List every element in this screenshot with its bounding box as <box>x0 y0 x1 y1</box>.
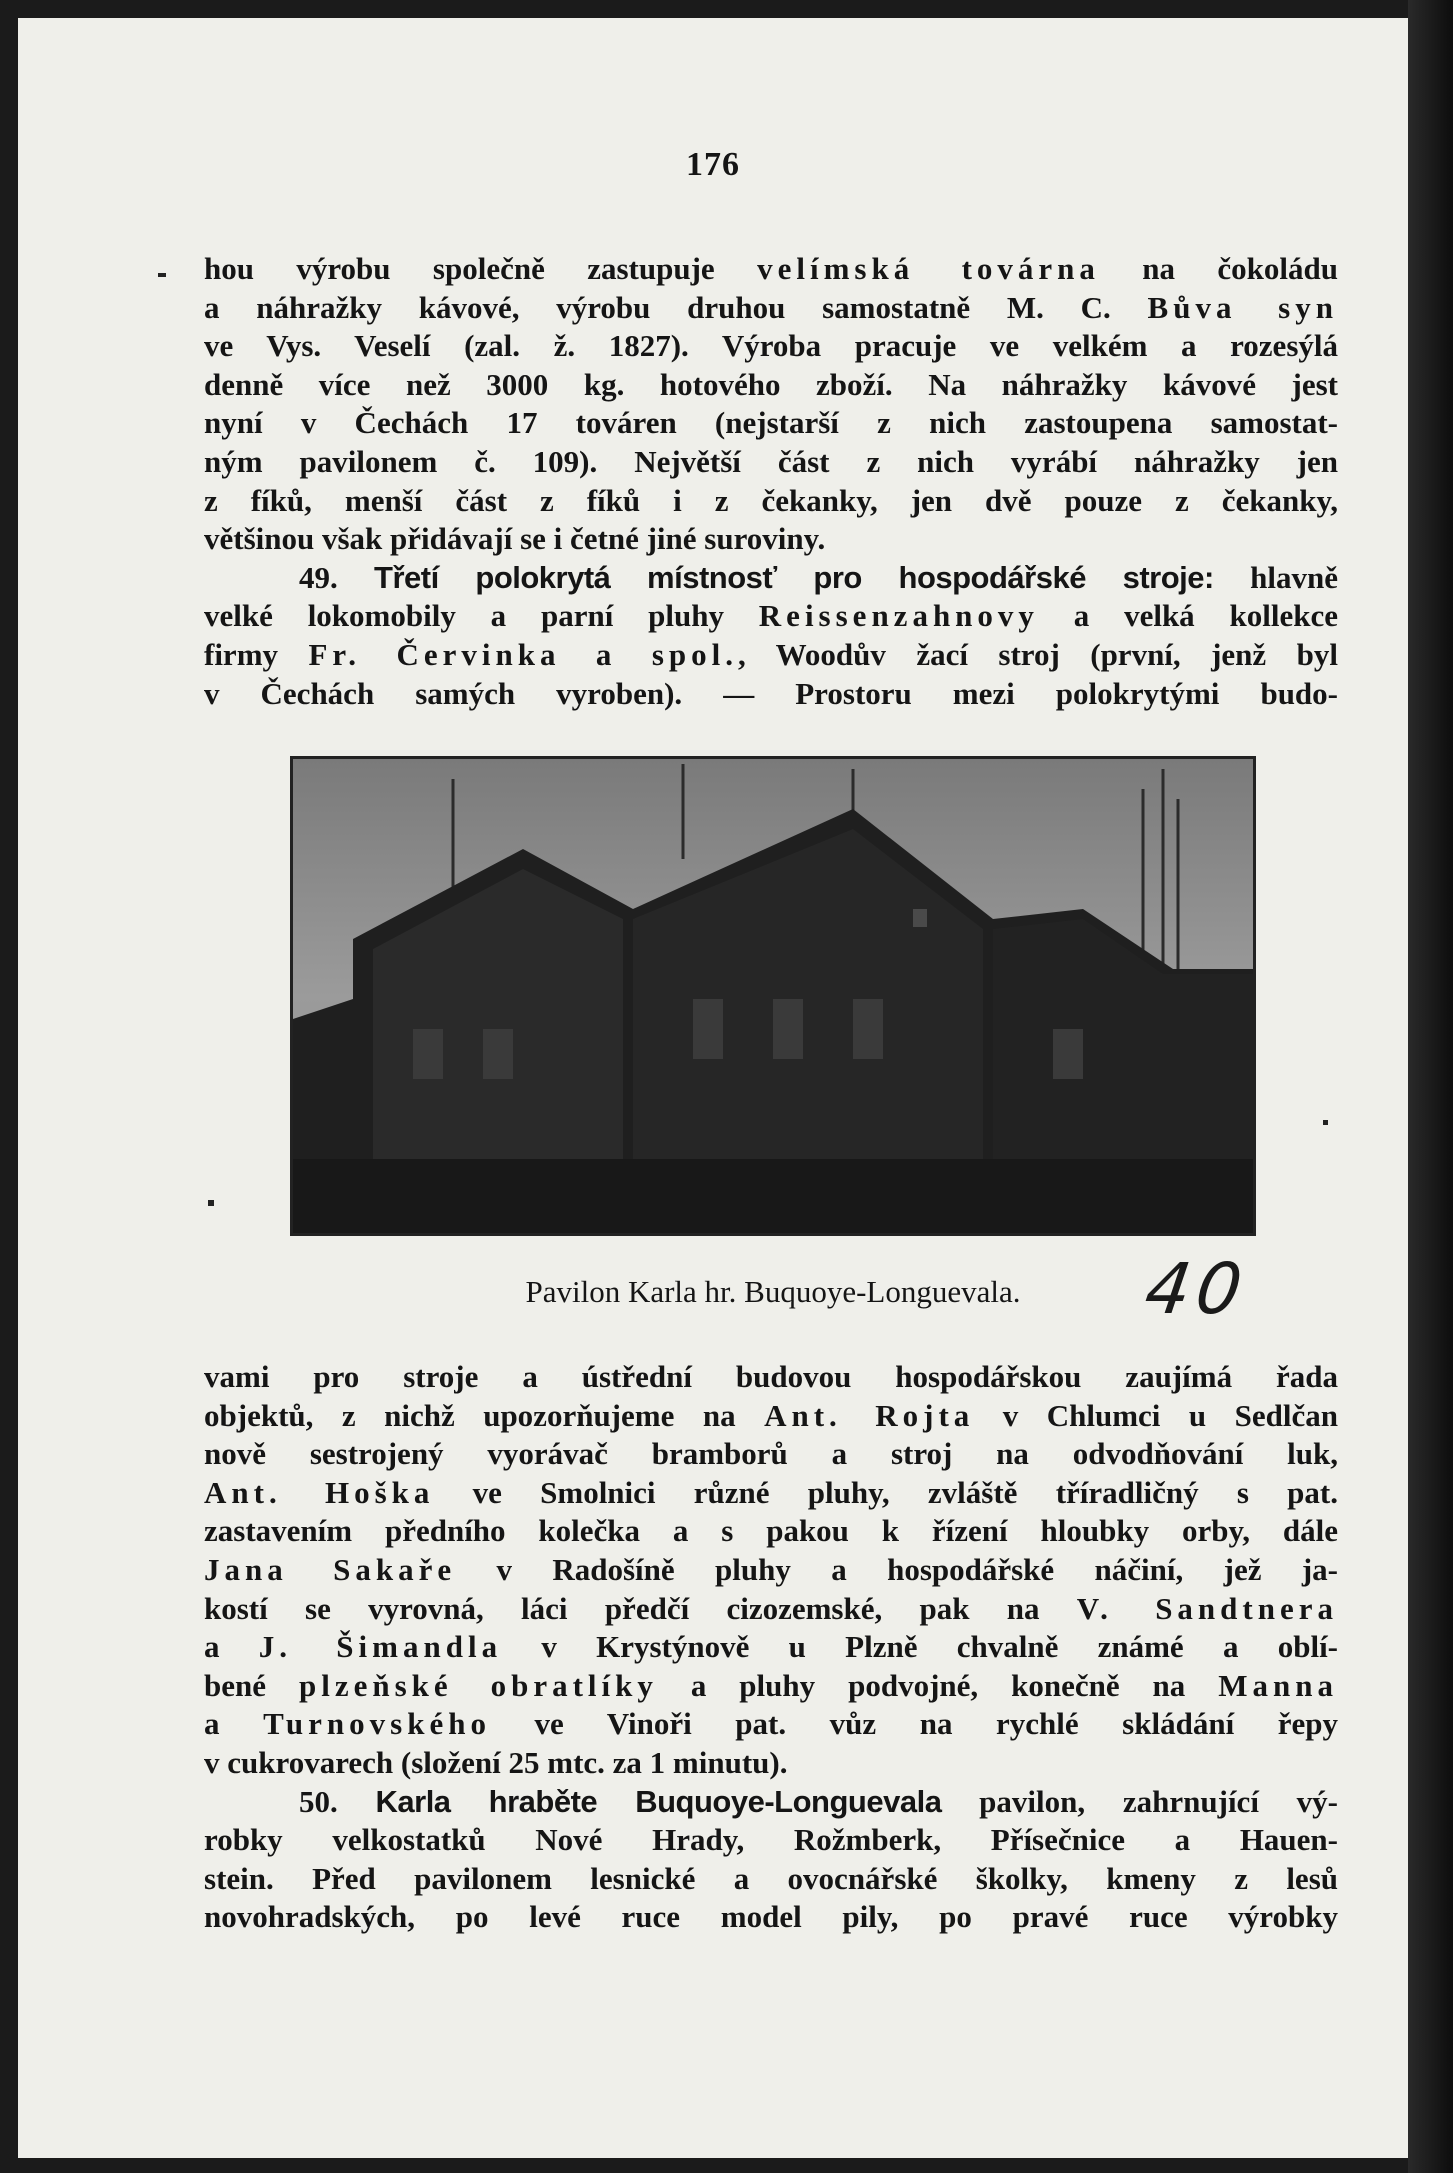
text-line <box>204 1397 1338 1436</box>
text-run: ve Smolnici různé pluhy, zvláště tříradličný s pat. <box>434 1474 1338 1510</box>
text-line <box>204 327 1338 366</box>
paragraph-block-top <box>204 250 1338 713</box>
text-run: hlavně <box>1213 559 1339 595</box>
section-heading: Karla hraběte Buquoye-Longuevala <box>375 1783 942 1819</box>
spaced-name: Manna <box>1218 1667 1339 1703</box>
text-line <box>204 250 1338 289</box>
print-speck <box>1323 1120 1328 1125</box>
text-run: v Chlumci u Sedlčan <box>974 1397 1338 1433</box>
spaced-name: Jana Sakaře <box>204 1551 457 1587</box>
text-line <box>204 1628 1338 1667</box>
text-run: většinou však přidávají se i četné jiné suroviny. <box>204 521 826 557</box>
print-speck <box>158 273 166 277</box>
text-line <box>204 675 1338 714</box>
text-line <box>204 443 1338 482</box>
text-run: a <box>204 1706 264 1742</box>
handwritten-annotation: 40 <box>1140 1248 1253 1330</box>
text-line <box>204 404 1338 443</box>
document-page <box>18 18 1408 2158</box>
spaced-name: J. Šimandla <box>258 1629 503 1665</box>
text-line <box>204 559 1338 598</box>
spaced-name: plzeňské obratlíky <box>298 1667 658 1703</box>
text-run: zastavením předního kolečka a s pakou k řízení hloubky orby, dále <box>204 1513 1338 1549</box>
pavilion-photo-image <box>293 759 1253 1233</box>
spaced-name: Ant. Rojta <box>764 1397 975 1433</box>
text-run: ve Vinoři pat. vůz na rychlé skládání řepy <box>490 1706 1339 1742</box>
caption-text: Pavilon Karla hr. Buquoye-Longuevala. <box>525 1274 1021 1309</box>
text-line <box>204 1435 1338 1474</box>
page-number: 176 <box>686 146 740 183</box>
text-run: a <box>204 1629 259 1665</box>
spaced-name: Fr. Červinka a spol. <box>308 636 739 672</box>
text-line <box>204 597 1338 636</box>
page-edge-shadow <box>1408 0 1453 2173</box>
text-run: vami pro stroje a ústřední budovou hospodářskou zaujímá řada <box>204 1359 1338 1394</box>
text-line <box>204 1898 1338 1937</box>
text-line <box>204 520 1338 559</box>
text-run: hou výrobu společně zastupuje <box>204 251 758 286</box>
pavilion-photograph <box>290 756 1256 1236</box>
text-line <box>204 1358 1338 1397</box>
text-run: bené <box>204 1667 299 1703</box>
text-line <box>204 1551 1338 1590</box>
text-run: ve Vys. Veselí (zal. ž. 1827). Výroba pracuje ve velkém a rozesýlá <box>204 328 1338 364</box>
text-run: na čokoládu <box>1099 251 1339 286</box>
text-run: pavilon, zahrnující vý- <box>941 1783 1338 1819</box>
text-run: robky velkostatků Nové Hrady, Rožmberk, Přísečnice a Hauen- <box>204 1822 1338 1858</box>
text-run: kostí se vyrovná, láci předčí cizozemské, pak na <box>204 1590 1077 1626</box>
text-line <box>204 482 1338 521</box>
spaced-name: Reissenzahnovy <box>758 598 1039 634</box>
text-run: a pluhy podvojné, konečně na <box>657 1667 1219 1703</box>
text-line <box>204 1783 1338 1822</box>
text-run: objektů, z nichž upozorňujeme na <box>204 1397 765 1433</box>
text-run: ným pavilonem č. 109). Největší část z nich vyrábí náhražky jen <box>204 443 1338 479</box>
text-line <box>204 1474 1338 1513</box>
text-run: novohradských, po levé ruce model pily, po pravé ruce výrobky <box>204 1899 1338 1935</box>
text-run: v Radošíně pluhy a hospodářské náčiní, jež ja- <box>456 1551 1338 1587</box>
text-line <box>204 1512 1338 1551</box>
spaced-name: Ant. Hoška <box>204 1474 435 1510</box>
section-heading: Třetí polokrytá místnosť pro hospodářské stroje: <box>374 559 1214 595</box>
text-run: stein. Před pavilonem lesnické a ovocnářské školky, kmeny z lesů <box>204 1860 1338 1896</box>
text-line <box>204 1860 1338 1899</box>
text-run: v cukrovarech (složení 25 mtc. za 1 minutu). <box>204 1744 788 1780</box>
text-run: , Woodův žací stroj (první, jenž byl <box>738 636 1338 672</box>
text-line <box>204 1590 1338 1629</box>
text-run: 49. <box>299 559 375 595</box>
text-line <box>204 1667 1338 1706</box>
text-line <box>204 289 1338 328</box>
text-run: z fíků, menší část z fíků i z čekanky, jen dvě pouze z čekanky, <box>204 482 1338 518</box>
text-line <box>204 366 1338 405</box>
print-speck <box>208 1200 214 1206</box>
text-run: firmy <box>204 636 309 672</box>
spaced-name: velímská továrna <box>757 251 1100 286</box>
paragraph-block-bottom <box>204 1358 1338 1937</box>
spaced-name: Bůva syn <box>1147 289 1338 325</box>
text-line <box>204 1821 1338 1860</box>
text-run: nyní v Čechách 17 továren (nejstarší z nich zastoupena samostat- <box>204 405 1338 441</box>
text-line <box>204 636 1338 675</box>
spaced-name: Turnovského <box>263 1706 491 1742</box>
text-run: a náhražky kávové, výrobu druhou samostatně M. C. <box>204 289 1148 325</box>
text-line <box>204 1705 1338 1744</box>
text-run: v Čechách samých vyroben). — Prostoru mezi polokrytými budo- <box>204 675 1338 711</box>
text-run: nově sestrojený vyorávač bramborů a stroj na odvodňování luk, <box>204 1436 1338 1472</box>
text-line <box>204 1744 1338 1783</box>
text-run: velké lokomobily a parní pluhy <box>204 598 759 634</box>
text-run: 50. <box>299 1783 376 1819</box>
text-run: denně více než 3000 kg. hotového zboží. Na náhražky kávové jest <box>204 366 1338 402</box>
text-run: v Krystýnově u Plzně chvalně známé a oblí- <box>502 1629 1339 1665</box>
text-run: a velká kollekce <box>1038 598 1338 634</box>
spaced-name: V. Sandtnera <box>1076 1590 1338 1626</box>
